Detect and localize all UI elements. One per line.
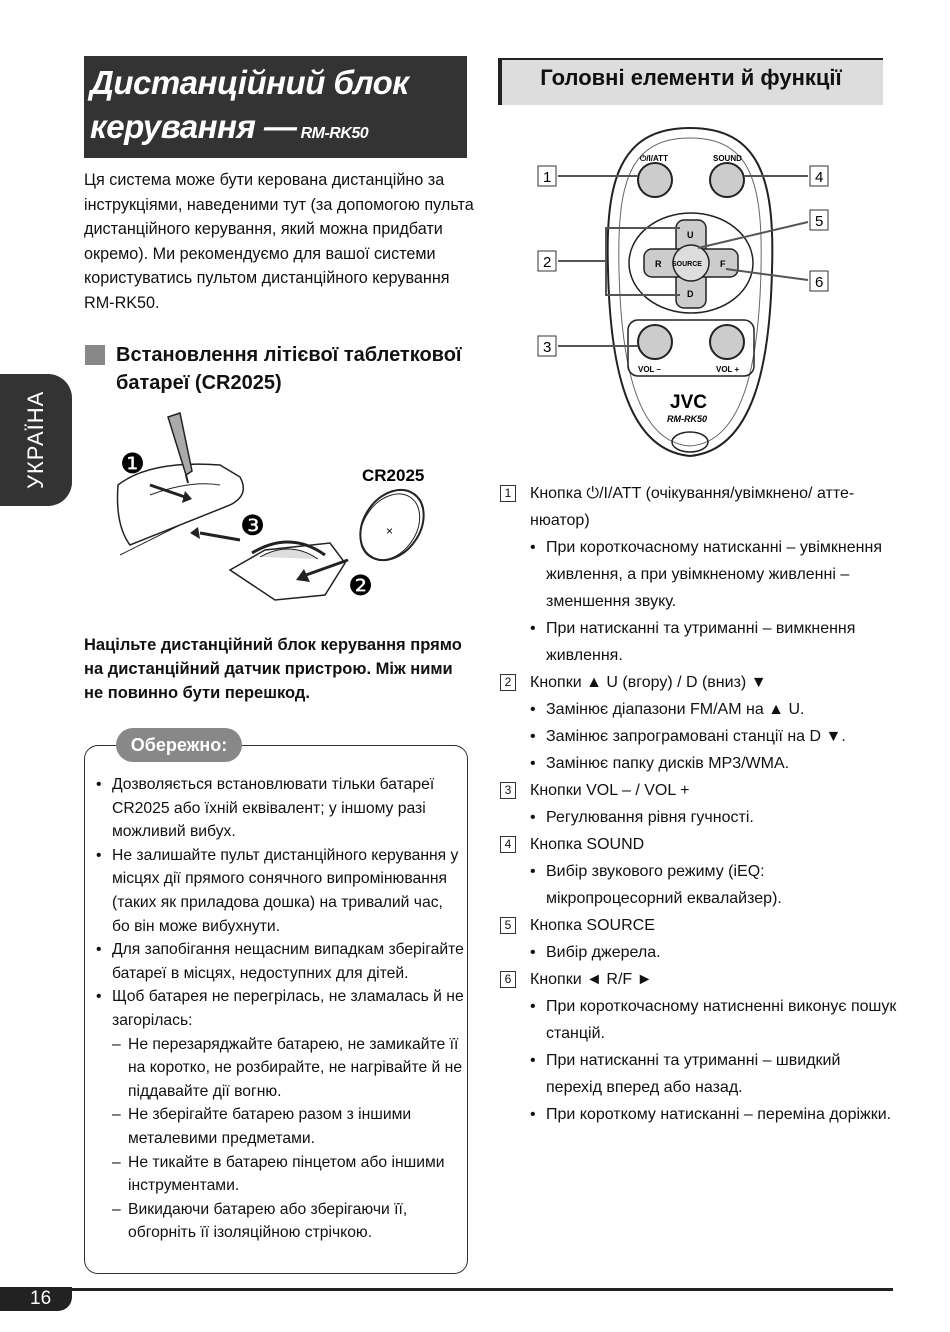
vol-minus-label: VOL – <box>638 365 661 374</box>
remote-brand: JVC <box>670 392 707 413</box>
power-button-shape <box>638 163 672 197</box>
source-label: SOURCE <box>672 261 702 268</box>
function-bullet-text: Вибір джерела. <box>546 944 661 961</box>
function-bullet <box>500 993 900 1047</box>
caution-subitem <box>92 1151 464 1198</box>
function-bullet-text: При натисканні та утриманні – швидкий перехід вперед або назад. <box>546 1052 841 1096</box>
function-title: Кнопки ▲ U (вгору) / D (вниз) ▼ <box>530 674 767 691</box>
bullet: • <box>96 776 102 793</box>
function-bullet-text: Замінює папку дисків MP3/WMA. <box>546 755 790 772</box>
page-title-block <box>84 56 467 158</box>
bullet: • <box>530 701 536 718</box>
function-title: Кнопка SOURCE <box>530 917 655 934</box>
callout-1: 1 <box>543 169 552 186</box>
page-title-line2-text: керування — <box>90 108 297 145</box>
bullet: • <box>530 755 536 772</box>
function-bullet <box>500 1047 900 1101</box>
function-bullet <box>500 1101 900 1128</box>
caution-list <box>92 773 464 1245</box>
bullet: • <box>530 863 536 880</box>
function-bullet <box>500 696 900 723</box>
aim-instruction: Націльте дистанційний блок керування прямо на дистанційний датчик пристрою. Між ними не повинно бути перешкод. <box>84 636 462 702</box>
function-item <box>500 912 900 939</box>
svg-text:×: × <box>386 524 394 538</box>
callout-2: 2 <box>543 254 552 271</box>
remote-model: RM-RK50 <box>667 414 708 424</box>
function-number: 2 <box>500 674 516 691</box>
bullet: • <box>530 998 536 1015</box>
function-item <box>500 966 900 993</box>
function-bullet-text: Вибір звукового режиму (iEQ: мікропроцесорний еквалайзер). <box>546 863 782 907</box>
battery-install-illustration <box>90 405 470 625</box>
caution-subitem <box>92 1103 464 1150</box>
arrow-3-sketch <box>200 533 240 540</box>
caution-subitem-text: Не перезаряджайте батарею, не замикайте її на коротко, не розбирайте, не нагрівайте й не піддавайте дії вогню. <box>128 1035 463 1100</box>
callout-3: 3 <box>543 339 552 356</box>
page-title-model: RM-RK50 <box>300 125 369 142</box>
function-bullet-text: При натисканні та утриманні – вимкнення живлення. <box>546 620 856 664</box>
coin-battery-sketch <box>347 478 436 572</box>
function-bullet <box>500 723 900 750</box>
callout-6: 6 <box>815 274 824 291</box>
step-2-marker: ❷ <box>348 569 374 602</box>
bullet: • <box>530 620 536 637</box>
callout-5: 5 <box>815 213 824 230</box>
step-3-marker: ❸ <box>240 509 266 542</box>
callout-4: 4 <box>815 169 824 186</box>
caution-item-text: Щоб батарея не перегрілась, не зламалась й не загорілась: <box>112 988 464 1029</box>
function-bullet <box>500 804 900 831</box>
dash: – <box>112 1200 121 1218</box>
caution-item <box>92 773 464 844</box>
bullet: • <box>530 809 536 826</box>
dash: – <box>112 1035 121 1053</box>
bullet: • <box>530 944 536 961</box>
footer-rule <box>0 1288 893 1291</box>
function-bullet-text: При короткочасному натисненні виконує пошук станцій. <box>546 998 897 1042</box>
dpad-down-label: D <box>687 289 694 299</box>
function-item <box>500 480 900 534</box>
dpad-right-label: F <box>720 259 726 269</box>
bullet: • <box>530 1052 536 1069</box>
function-bullet-text: При короткому натисканні – переміна доріжки. <box>546 1106 892 1123</box>
battery-tray-sketch <box>230 542 345 600</box>
power-label: ⏻/I/ATT <box>640 154 668 163</box>
sound-label: SOUND <box>713 154 742 163</box>
caution-item <box>92 985 464 1032</box>
function-number: 1 <box>500 485 516 502</box>
caution-subitem <box>92 1033 464 1104</box>
caution-label: Обережно: <box>116 728 242 762</box>
sound-button-shape <box>710 163 744 197</box>
dash: – <box>112 1106 121 1124</box>
dpad-up-label: U <box>687 230 694 240</box>
function-bullet <box>500 615 900 669</box>
function-title: Кнопки ◄ R/F ► <box>530 971 653 988</box>
vol-plus-label: VOL + <box>716 365 740 374</box>
remote-diagram <box>530 120 850 460</box>
bullet: • <box>96 846 102 864</box>
page-title-line2 <box>90 108 368 146</box>
functions-list <box>500 480 900 1128</box>
function-number: 5 <box>500 917 516 934</box>
dash: – <box>112 1153 121 1171</box>
function-title: Кнопка SOUND <box>530 836 645 853</box>
caution-item-text: Для запобігання нещасним випадкам зберігайте батареї в місцях, недоступних для дітей. <box>112 941 464 982</box>
page-number: 16 <box>30 1288 52 1309</box>
function-bullet <box>500 939 900 966</box>
caution-subitem-text: Викидаючи батарею або зберігаючи її, обгорніть її ізоляційною стрічкою. <box>128 1200 408 1242</box>
vol-plus-button-shape <box>710 325 744 359</box>
caution-item-text: Не залишайте пульт дистанційного керування у місцях дії прямого сонячного випромінювання (таких як приладова дошка) на тривалий час, бо він може вибухнути. <box>112 846 459 935</box>
function-bullet-text: Замінює діапазони FM/AM на ▲ U. <box>546 701 805 718</box>
battery-heading-line2: батареї (CR2025) <box>116 372 282 394</box>
language-side-label: УКРАЇНА <box>23 390 48 490</box>
function-number: 6 <box>500 971 516 988</box>
function-item <box>500 831 900 858</box>
page-title-line1: Дистанційний блок <box>90 64 409 101</box>
function-item <box>500 777 900 804</box>
bullet: • <box>530 1106 536 1123</box>
battery-heading-line1: Встановлення літієвої таблеткової <box>116 344 462 366</box>
intro-paragraph: Ця система може бути керована дистанційно за інструкціями, наведеними тут (за допомогою пульта дистанційного керування, який можна придбати окремо). Ми рекомендуємо для вашої системи користуватись пультом дистанційного керування RM-RK50. <box>84 171 474 312</box>
caution-subitem-text: Не тикайте в батарею пінцетом або іншими інструментами. <box>128 1153 445 1195</box>
caution-item <box>92 938 464 985</box>
function-bullet-text: Замінює запрограмовані станції на D ▼. <box>546 728 846 745</box>
function-bullet-text: Регулювання рівня гучності. <box>546 809 754 826</box>
caution-subitem-text: Не зберігайте батарею разом з іншими металевими предметами. <box>128 1106 412 1147</box>
caution-subitem <box>92 1198 464 1245</box>
dpad-left-label: R <box>655 259 662 269</box>
caution-item-text: Дозволяється встановлювати тільки батареї CR2025 або їхній еквівалент; у іншому разі можливий вибух. <box>112 776 435 841</box>
battery-section-heading <box>116 341 476 397</box>
step-1-marker: ❶ <box>120 447 146 480</box>
bullet: • <box>530 539 536 556</box>
function-bullet <box>500 858 900 912</box>
vol-minus-button-shape <box>638 325 672 359</box>
bullet: • <box>96 941 102 959</box>
section-marker <box>85 345 105 365</box>
function-title: Кнопка ⏻/I/ATT (очікування/увімкнено/ аттенюатор) <box>530 485 855 529</box>
bullet: • <box>530 728 536 745</box>
function-bullet <box>500 534 900 615</box>
function-bullet-text: При короткочасному натисканні – увімкнення живлення, а при увімкненому живленні – зменшення звуку. <box>546 539 882 610</box>
function-number: 3 <box>500 782 516 799</box>
functions-header: Головні елементи й функції <box>540 65 842 90</box>
function-title: Кнопки VOL – / VOL + <box>530 782 690 799</box>
caution-item <box>92 844 464 938</box>
function-bullet <box>500 750 900 777</box>
function-number: 4 <box>500 836 516 853</box>
function-item <box>500 669 900 696</box>
battery-label: CR2025 <box>362 466 425 485</box>
bullet: • <box>96 988 102 1006</box>
